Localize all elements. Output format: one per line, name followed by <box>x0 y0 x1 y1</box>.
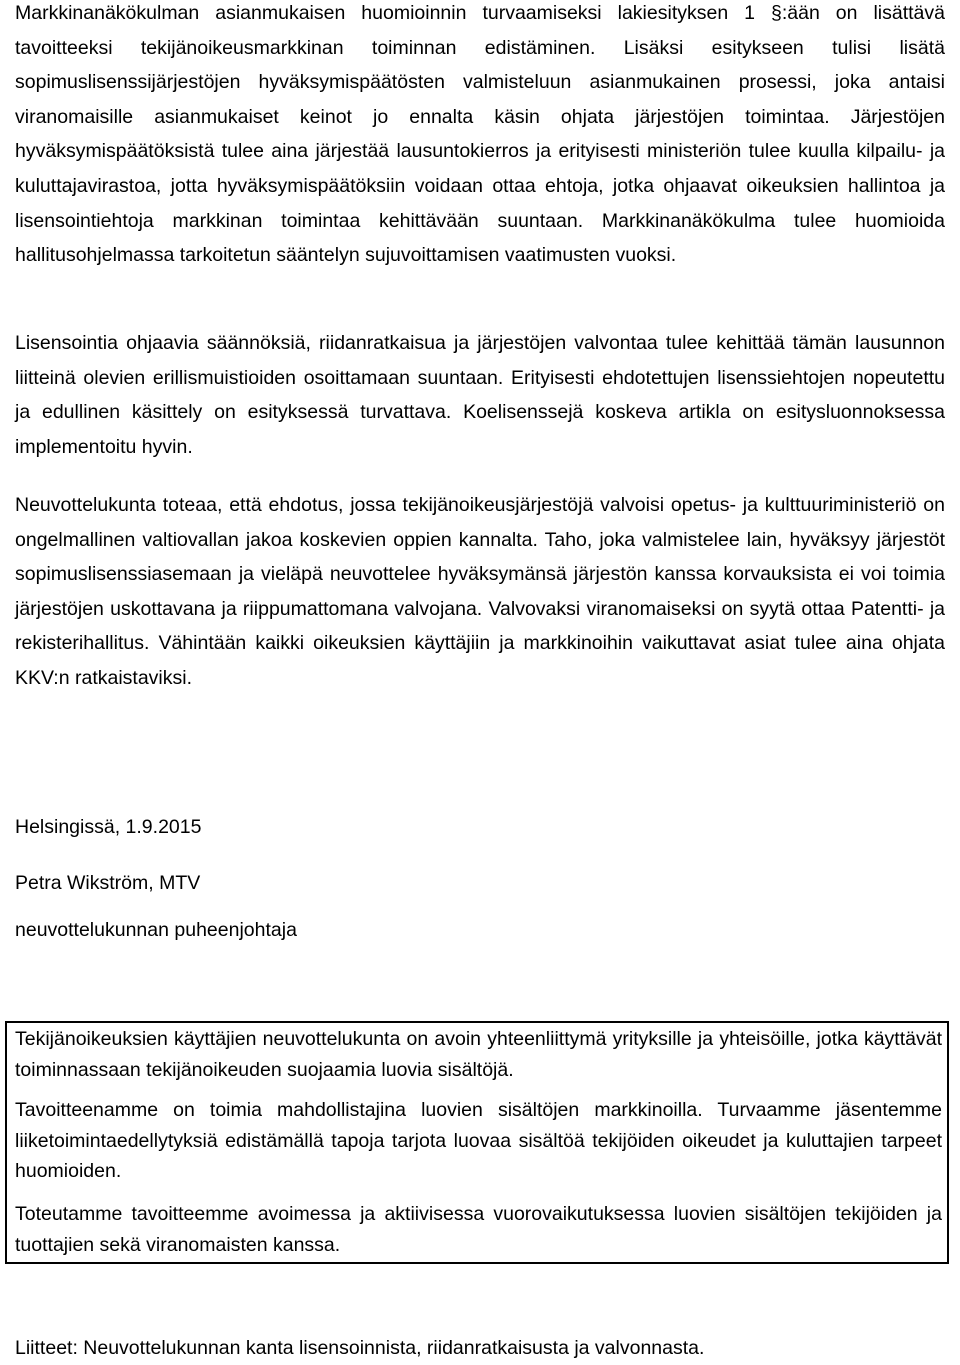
info-box <box>5 1021 949 1264</box>
attachments-line: Liitteet: Neuvottelukunnan kanta lisensoinnista, riidanratkaisusta ja valvonnasta. <box>15 1337 705 1359</box>
paragraph-supervision: Neuvottelukunta toteaa, että ehdotus, jossa tekijänoikeusjärjestöjä valvoisi opetus- ja kulttuuriministeriö on ongelmallinen valtiovallan jakoa koskevien oppien kannalta. Taho, joka valmistelee lain, hyväksyy järjestöt sopimuslisenssiasemaan ja vieläpä neuvottelee hyväksymänsä järjestön kanssa korvauksista ei voi toimia järjestöjen uskottavana ja riippumattomana valvojana. Valvovaksi viranomaiseksi on syytä ottaa Patentti- ja rekisterihallitus. Vähintään kaikki oikeuksien käyttäjiin ja markkinoihin vaikuttavat asiat tulee aina ohjata KKV:n ratkaistaviksi. <box>15 494 945 689</box>
paragraph-licensing-rules: Lisensointia ohjaavia säännöksiä, riidanratkaisua ja järjestöjen valvontaa tulee kehittää tämän lausunnon liitteinä olevien erillismuistioiden osoittamaan suuntaan. Erityisesti ehdotettujen lisenssiehtojen nopeutettu ja edullinen käsittely on esityksessä turvattava. Koelisenssejä koskeva artikla on esitysluonnoksessa implementoitu hyvin. <box>15 332 945 458</box>
date-line: Helsingissä, 1.9.2015 <box>15 816 202 838</box>
signer-name: Petra Wikström, MTV <box>15 872 201 894</box>
paragraph-market-perspective: Markkinanäkökulman asianmukaisen huomioinnin turvaamiseksi lakiesityksen 1 §:ään on lisättävä tavoitteeksi tekijänoikeusmarkkinan toiminnan edistäminen. Lisäksi esitykseen tulisi lisätä sopimuslisenssijärjestöjen hyväksymispäätösten valmisteluun asianmukainen prosessi, joka antaisi viranomaisille asianmukaiset keinot jo ennalta käsin ohjata järjestöjen toimintaa. Järjestöjen hyväksymispäätöksistä tulee aina järjestää lausuntokierros ja erityisesti ministeriön tulee kuulla kilpailu- ja kuluttajavirastoa, jotta hyväksymispäätöksiin voidaan ottaa ehtoja, jotka ohjaavat oikeuksien hallintoa ja lisensointiehtoja markkinan toimintaa kehittävään suuntaan. Markkinanäkökulma tulee huomioida hallitusohjelmassa tarkoitetun sääntelyn sujuvoittamisen vaatimusten vuoksi. <box>15 2 945 267</box>
signer-role: neuvottelukunnan puheenjohtaja <box>15 919 297 941</box>
info-box-paragraph: Tavoitteenamme on toimia mahdollistajina luovien sisältöjen markkinoilla. Turvaamme jäsentemme liiketoimintaedellytyksiä edistämällä tapoja tarjota luovaa sisältöä tekijöiden oikeudet ja kuluttajien tarpeet huomioiden. <box>15 1099 942 1182</box>
info-box-paragraph: Toteutamme tavoitteemme avoimessa ja aktiivisessa vuorovaikutuksessa luovien sisältöjen tekijöiden ja tuottajien sekä viranomaisten kanssa. <box>15 1203 942 1256</box>
info-box-paragraph: Tekijänoikeuksien käyttäjien neuvottelukunta on avoin yhteenliittymä yrityksille ja yhteisöille, jotka käyttävät toiminnassaan tekijänoikeuden suojaamia luovia sisältöjä. <box>15 1028 942 1081</box>
